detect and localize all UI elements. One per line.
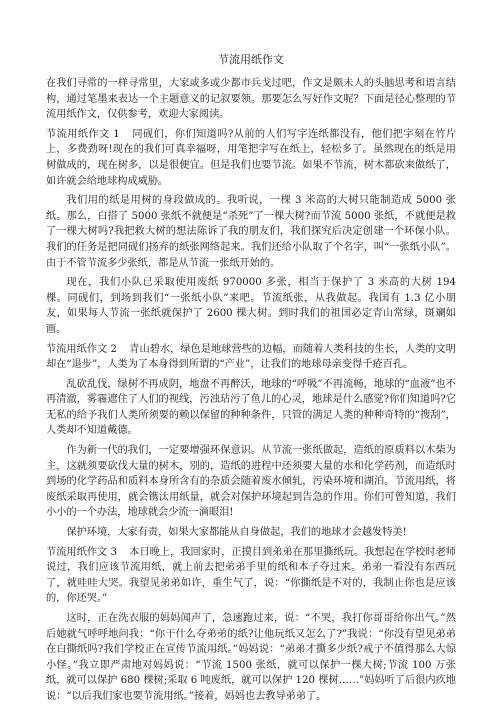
- paragraph-text: 在我们寻常的一样寻常里，大家或多或少都市兵戈过吧，作文是颇未人的头脑思考和语言结构，通过笔墨来表达一个主题意义的记叙要领。那要怎么写好作文呢？下面是径心整理的节流用纸作文，仅供参考，欢迎大家阅读。: [46, 78, 456, 121]
- body-paragraph: [46, 611, 456, 705]
- paragraph-text: 我们用的纸是用树的身段做成的。我听说，一棵 3 米高的大树只能制造成 5000 张纸。那么，白搭了 5000 张纸不就便是“杀死”了一棵大树?而节流 5000 张纸，不就便是救了一棵大树吗?我把救大树的想法陈诉了我的朋友们，我们探究后决定创建一个环保小队。我们的任务是把同砚们扬弃的纸张网络起来。我们还给小队取了个名字，叫“一张纸小队”。由于不管节流多少张纸，都是从节流一张纸开始的。: [46, 195, 456, 269]
- essay-section-label: 节流用纸作文 1: [46, 128, 120, 140]
- paragraph-text: 保护环境，大家有责，如果大家都能从自身做起，我们的地球才会越发特美!: [66, 527, 407, 539]
- essay-section-paragraph: [46, 342, 456, 373]
- document-body: [46, 76, 456, 705]
- body-paragraph: [46, 377, 456, 439]
- document-page: [46, 52, 456, 709]
- body-paragraph: [46, 525, 456, 541]
- body-paragraph: [46, 443, 456, 521]
- essay-section-label: 节流用纸作文 2: [46, 343, 118, 355]
- body-paragraph: [46, 193, 456, 271]
- body-paragraph: [46, 76, 456, 123]
- paragraph-text: 青山碧水，绿色是地球营些的边幅，而随着人类科技的生长，人类的文明却在“退步”，人类为了本身得到所谓的“产业”，让我们的地球母亲变得千疮百孔。: [46, 343, 456, 371]
- essay-section-paragraph: [46, 545, 456, 607]
- paragraph-text: 这时，正在洗衣服的妈妈闻声了，急速跑过来，说：“不哭，我打你哥哥给你出气。”然后她就气呼呼地问我：“你干什么夺弟弟的纸?让他玩纸又怎么了?”我说：“你没有望见弟弟在白撕纸吗?我们学校正在宣传节流用纸。”妈妈说：“弟弟才撕多少纸?戒子不值得那么大惊小怪。”我立即严肃地对妈妈说：“节流 1500 张纸，就可以保护一棵大树;节流 100 万张纸，就可以保护 680 棵树;采取 6 吨废纸，就可以保护 120 棵树……”妈妈听了后很内疚地说：“以后我们家也要节流用纸。”接着，妈妈也去教导弟弟了。: [46, 613, 456, 702]
- body-paragraph: [46, 275, 456, 337]
- essay-section-label: 节流用纸作文 3: [46, 546, 118, 558]
- essay-section-paragraph: [46, 127, 456, 189]
- paragraph-text: 乱砍乱伐，绿树不再成阴，地盘不再醉沃，地球的“呼吸”不再流畅，地球的“血液”也不再清澈，雾霾遮住了人们的视线，污浊玷污了鱼儿的心灵，地球是什么感觉?你们知道吗?它无私的给予我们人类所须要的赖以保留的种种条件，只管的满足人类的种种奇特的“搜刮”，人类却不知道戴德。: [46, 378, 456, 437]
- document-title: 节流用纸作文: [218, 53, 284, 66]
- paragraph-text: 本日晚上，我回家时，正摸目到弟弟在那里撕纸玩。我想起在学校时老师说过，我们应该节流用纸，就上前去把弟弟手里的纸和本子夺过来。弟弟一看没有东西玩了，就哇哇大哭。我望见弟弟如许，重生气了，说：“你撕纸是不对的，我制止你也是应该的，你还哭。”: [46, 546, 456, 605]
- paragraph-text: 作为新一代的我们，一定要增强环保意识。从节流一张纸做起，造纸的原质料以木柴为主，这就须要砍伐大量的树木，别的，造纸的进程中还须要大量的水和化学药剂，而造纸时到场的化学药品和质料本身所含有的杂质会随着废水倾轧，污染环境和湖泊。节流用纸，将废纸采取再使用，就会镌汰用纸量，就会对保护环境起到告急的作用。你们可曾知道，我们小小的一个办法，地球就会少流一滴眼泪!: [46, 445, 456, 519]
- paragraph-text: 现在，我们小队已采取使用废纸 970000 多张，相当于保护了 3 米高的大树 194 棵。同砚们，到场到我们“一张纸小队”来吧。节流纸张，从我做起。我国有 1.3 亿小朋友，如果每人节流一张纸就保护了 2600 棵大树。到时我们的祖国必定青山常绿，斑斓如画。: [46, 277, 456, 335]
- paragraph-text: 同砚们，你们知道吗?从前的人们写字连纸都没有，他们把字刻在竹片上，多费劲呀!现在的我们可真幸福呀，用笔把字写在纸上，轻松多了。虽然现在的纸是用树做成的，现在树多，以是很便宜。但是我们也要节流。如果不节流，树木都砍来做纸了，如许就会给地球构成威胁。: [46, 128, 456, 187]
